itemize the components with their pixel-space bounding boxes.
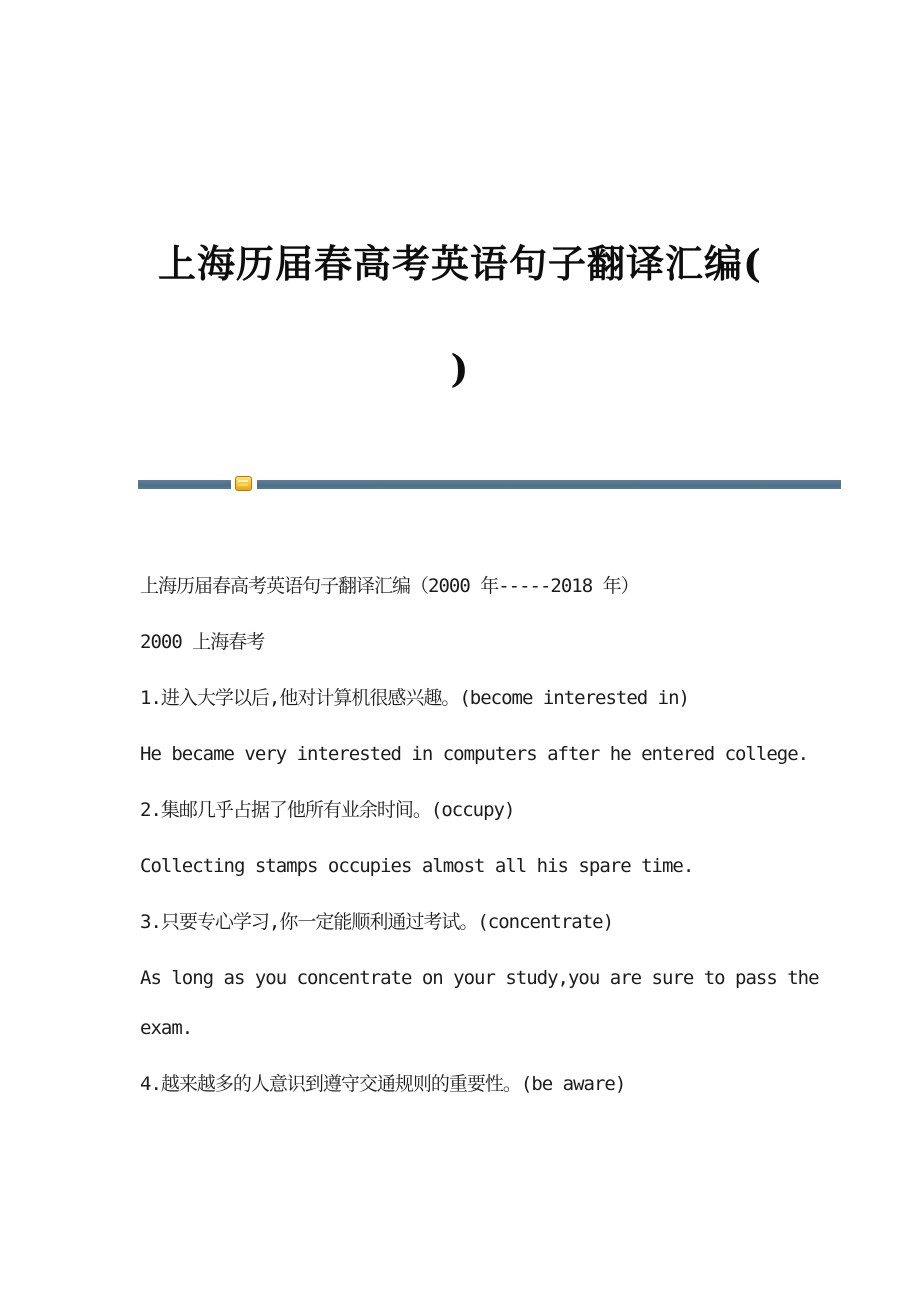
text-line: 3.只要专心学习,你一定能顺利通过考试。(concentrate) xyxy=(140,911,614,933)
gold-gem-icon xyxy=(235,476,252,491)
text-line: 1.进入大学以后,他对计算机很感兴趣。(become interested in) xyxy=(140,687,689,709)
text-line: 2.集邮几乎占据了他所有业余时间。(occupy) xyxy=(140,799,515,821)
title-line-1: 上海历届春高考英语句子翻译汇编( xyxy=(158,241,762,287)
text-line: exam. xyxy=(140,1017,193,1039)
text-line: 4.越来越多的人意识到遵守交通规则的重要性。(be aware) xyxy=(140,1073,626,1095)
text-line: He became very interested in computers after he entered college. xyxy=(140,743,809,765)
title-line-2: ) xyxy=(450,346,470,392)
text-line: As long as you concentrate on your study,you are sure to pass the xyxy=(140,967,819,989)
text-line: 上海历届春高考英语句子翻译汇编（2000 年-----2018 年） xyxy=(140,575,639,597)
text-line: Collecting stamps occupies almost all his spare time. xyxy=(140,855,694,877)
text-line: 2000 上海春考 xyxy=(140,631,265,653)
document-title xyxy=(0,211,920,421)
body-text xyxy=(140,577,860,1131)
